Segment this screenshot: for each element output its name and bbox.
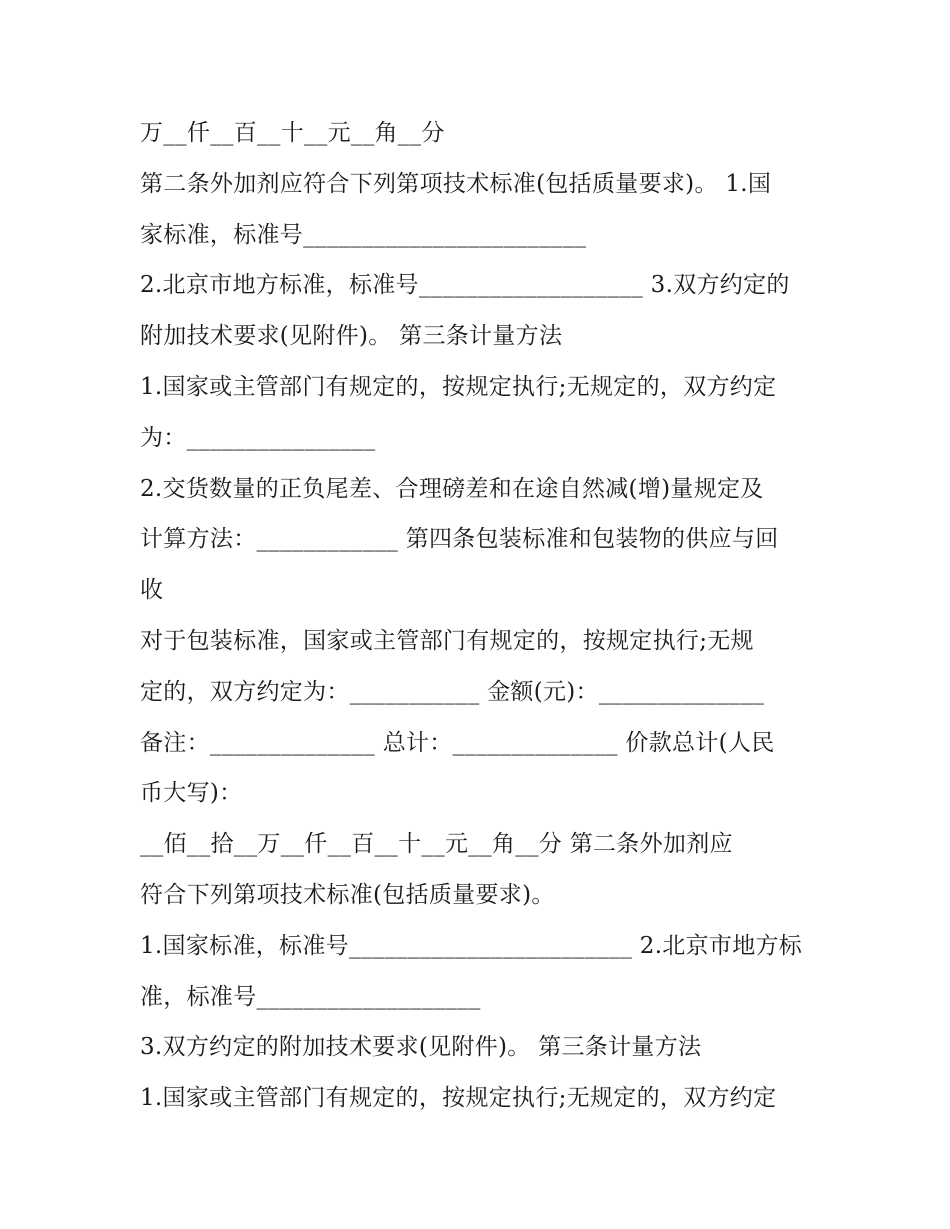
text-line: 收 [140, 577, 164, 604]
text-line: 万__仟__百__十__元__角__分 [140, 120, 445, 146]
text-line: 2.北京市地方标准，标准号___________________ 3.双方约定的 [140, 272, 790, 299]
text-line: 2.交货数量的正负尾差、合理磅差和在途自然减(增)量规定及 [140, 475, 764, 502]
text-line: 第二条外加剂应符合下列第项技术标准(包括质量要求)。 1.国 [140, 170, 772, 197]
text-line: 对于包装标准，国家或主管部门有规定的，按规定执行;无规 [140, 627, 754, 654]
text-line: 家标准，标准号________________________ [140, 221, 587, 248]
text-line: 币大写)： [140, 780, 243, 807]
text-line: 附加技术要求(见附件)。 第三条计量方法 [140, 323, 563, 350]
text-line: __佰__拾__万__仟__百__十__元__角__分 第二条外加剂应 [140, 831, 733, 858]
text-line: 符合下列第项技术标准(包括质量要求)。 [140, 881, 555, 908]
text-line: 计算方法：____________ 第四条包装标准和包装物的供应与回 [140, 526, 779, 553]
document-body [140, 108, 820, 1124]
text-line: 1.国家标准，标准号________________________ 2.北京市地方标 [140, 932, 803, 959]
text-line: 备注：______________ 总计：______________ 价款总计(人民 [140, 729, 775, 756]
text-line: 1.国家或主管部门有规定的，按规定执行;无规定的，双方约定 [140, 1085, 777, 1112]
text-line: 3.双方约定的附加技术要求(见附件)。 第三条计量方法 [140, 1034, 702, 1061]
text-line: 为：________________ [140, 424, 376, 451]
text-line: 1.国家或主管部门有规定的，按规定执行;无规定的，双方约定 [140, 373, 777, 400]
text-line: 准，标准号___________________ [140, 983, 481, 1010]
text-line: 定的，双方约定为：___________ 金额(元)：______________ [140, 678, 765, 705]
